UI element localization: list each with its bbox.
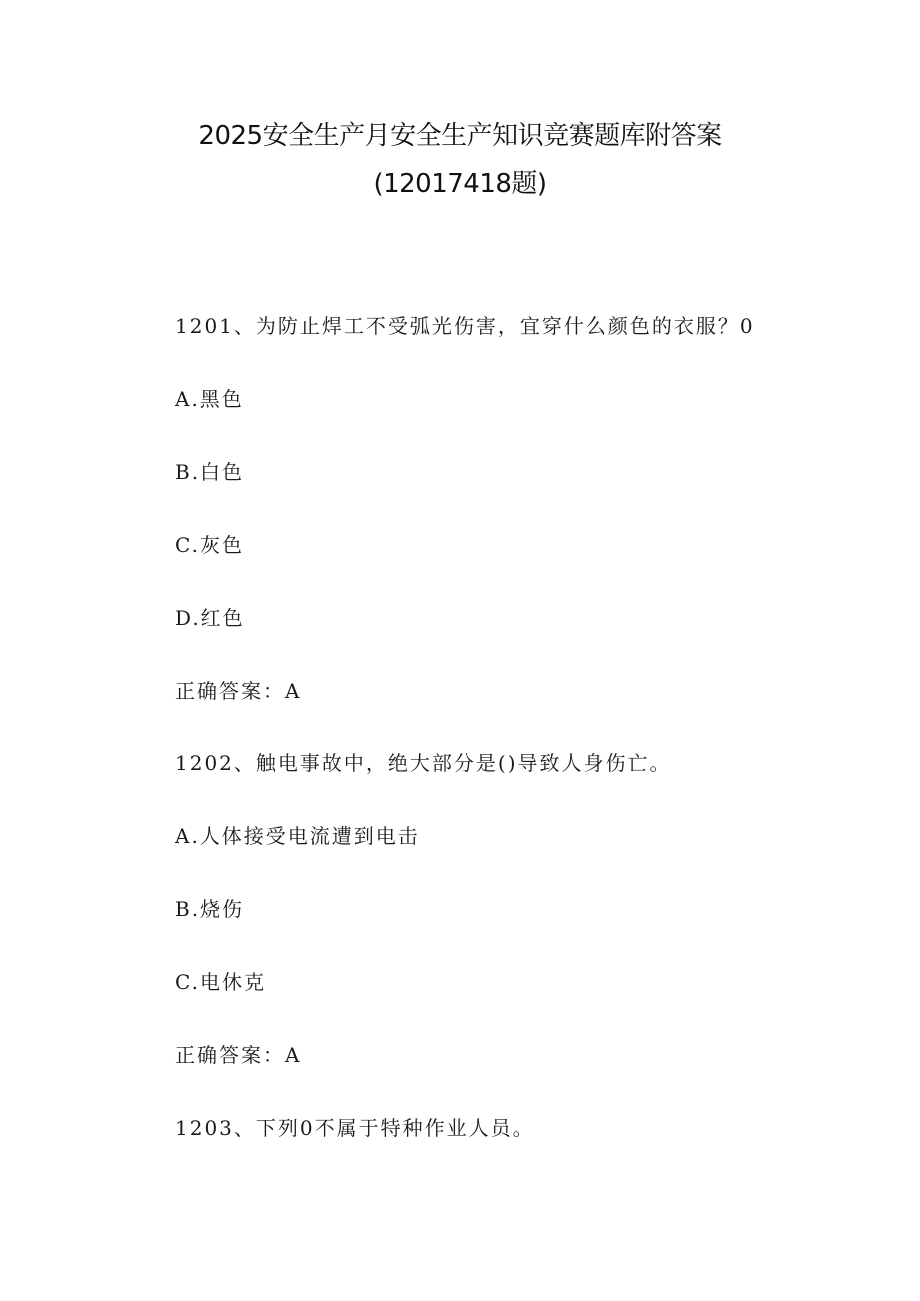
question-stem: 1203、下列0不属于特种作业人员。: [175, 1116, 535, 1140]
question-stem: 1202、触电事故中，绝大部分是()导致人身伤亡。: [175, 751, 672, 775]
option-d: D.红色: [175, 606, 245, 630]
correct-answer: 正确答案：A: [175, 679, 302, 703]
option-b: B.烧伤: [175, 897, 245, 921]
question-stem: 1201、为防止焊工不受弧光伤害，宜穿什么颜色的衣服？0: [175, 314, 755, 338]
option-a: A.黑色: [175, 387, 244, 411]
option-a: A.人体接受电流遭到电击: [175, 824, 420, 848]
option-c: C.灰色: [175, 533, 244, 557]
document-subtitle: (12017418题): [373, 169, 547, 199]
correct-answer: 正确答案：A: [175, 1043, 302, 1067]
option-b: B.白色: [175, 460, 245, 484]
document-title: 2025安全生产月安全生产知识竞赛题库附答案: [198, 121, 722, 151]
option-c: C.电休克: [175, 970, 266, 994]
